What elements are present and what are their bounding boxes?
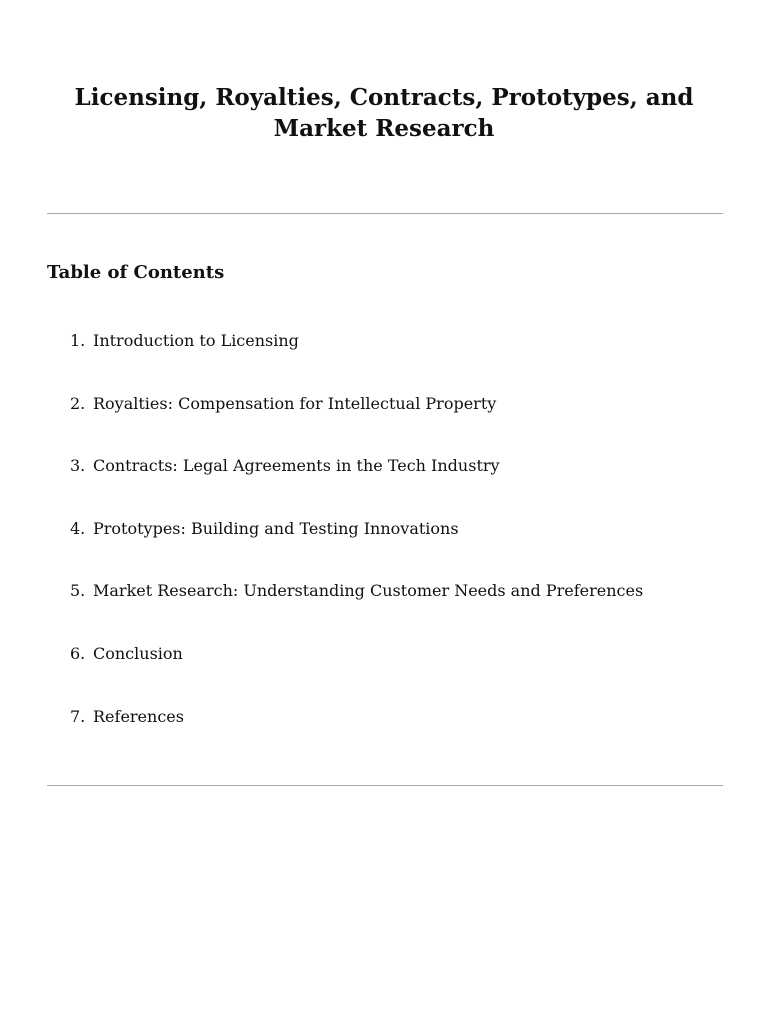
toc-item-number: 7. xyxy=(70,706,86,726)
toc-item-label: Conclusion xyxy=(93,643,183,663)
top-divider xyxy=(47,213,723,214)
toc-item-label: Prototypes: Building and Testing Innovations xyxy=(93,518,459,538)
toc-list xyxy=(70,327,643,765)
toc-item-royalties xyxy=(70,390,643,453)
page-title-line-1: Licensing, Royalties, Contracts, Prototypes, and xyxy=(74,84,694,111)
toc-item-number: 5. xyxy=(70,581,86,601)
page-title-line-2: Market Research xyxy=(273,115,495,142)
toc-item-label: Market Research: Understanding Customer Needs and Preferences xyxy=(93,581,644,601)
toc-item-label: Contracts: Legal Agreements in the Tech Industry xyxy=(93,456,500,476)
toc-item-label: Introduction to Licensing xyxy=(93,331,299,350)
page-title xyxy=(40,82,728,144)
toc-heading: Table of Contents xyxy=(47,262,225,283)
toc-item-label: Royalties: Compensation for Intellectual Property xyxy=(93,393,497,413)
toc-item-label: References xyxy=(93,706,184,726)
toc-item-references xyxy=(70,703,643,766)
toc-item-number: 1. xyxy=(70,331,86,350)
bottom-divider xyxy=(47,785,723,786)
toc-item-number: 4. xyxy=(70,518,86,538)
toc-item-introduction xyxy=(70,327,643,390)
toc-item-market-research xyxy=(70,577,643,640)
toc-item-contracts xyxy=(70,452,643,515)
toc-item-number: 6. xyxy=(70,643,86,663)
toc-item-conclusion xyxy=(70,640,643,703)
toc-item-prototypes xyxy=(70,515,643,578)
toc-item-number: 3. xyxy=(70,456,86,476)
toc-item-number: 2. xyxy=(70,393,86,413)
